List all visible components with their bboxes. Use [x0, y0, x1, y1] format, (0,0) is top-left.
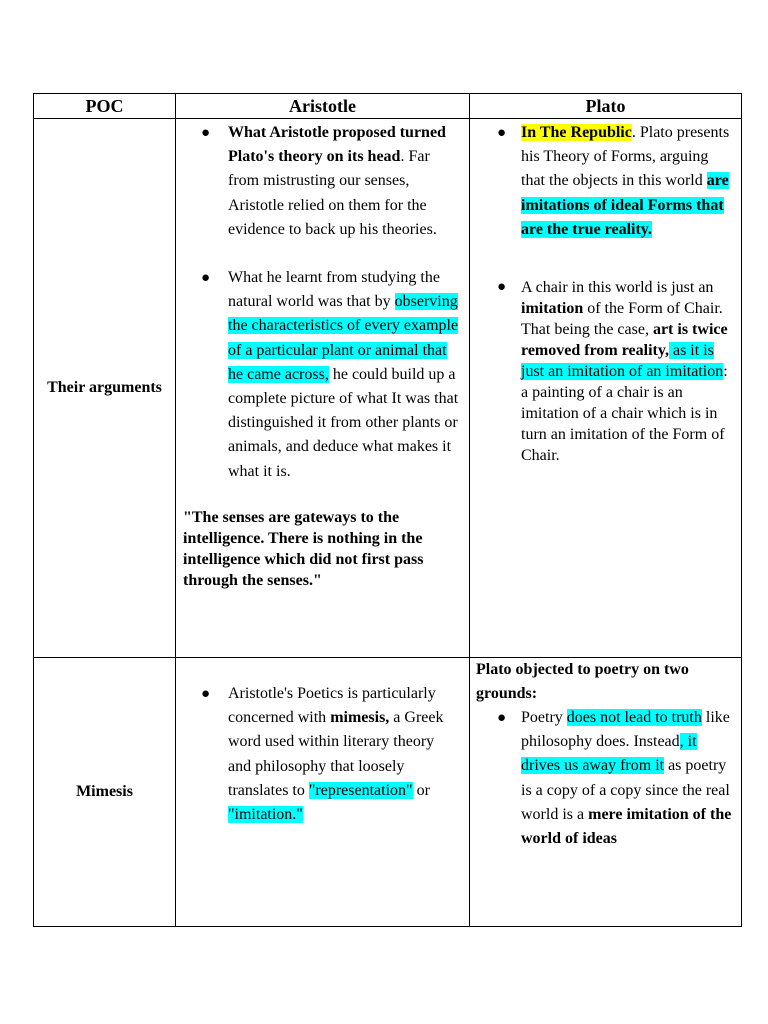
- bullet-icon: ●: [497, 279, 507, 296]
- list-item: [201, 682, 461, 827]
- header-plato: Plato: [470, 94, 742, 119]
- bullet-icon: ●: [201, 125, 211, 141]
- aristotle-poetics-text: Aristotle's Poetics is particularly concerned with: [228, 685, 436, 727]
- plato-poetry-text: Poetry: [521, 709, 567, 726]
- aristotle-claim-text: . Far from mistrusting our senses, Aristotle relied on them for the evidence to back up his theories.: [228, 148, 437, 238]
- bullet-icon: ●: [201, 686, 211, 702]
- aristotle-claim-bold: What Aristotle proposed turned Plato's theory on its head: [228, 124, 446, 166]
- row-label-mimesis: Mimesis: [34, 658, 176, 927]
- aristotle-method-highlight: observing the characteristics of every example of a particular plant or animal that he came across,: [228, 293, 459, 383]
- plato-chair-text: A chair in this world is just an: [521, 279, 714, 297]
- plato-objection-intro: Plato objected to poetry on two grounds:: [476, 661, 689, 702]
- aristotle-mimesis-cell: [176, 658, 470, 927]
- header-poc: POC: [34, 94, 176, 119]
- aristotle-mimesis-bold: mimesis,: [330, 709, 390, 727]
- aristotle-arguments-cell: [176, 119, 470, 658]
- list-item: [497, 121, 733, 242]
- row-label-arguments: Their arguments: [34, 119, 176, 658]
- table-row-arguments: [34, 119, 742, 658]
- plato-mimesis-cell: [470, 658, 742, 927]
- aristotle-quote: "The senses are gateways to the intelligence. There is nothing in the intelligence which did not first pass through the senses.": [183, 508, 424, 589]
- plato-imitation-highlight: as it is just an imitation of an imitation: [521, 342, 724, 381]
- bullet-icon: ●: [497, 125, 507, 141]
- bullet-icon: ●: [201, 270, 211, 287]
- table-row-mimesis: [34, 658, 742, 927]
- aristotle-or-text: or: [412, 781, 430, 799]
- list-item: [497, 706, 733, 851]
- plato-imitation-bold: imitation: [521, 300, 584, 318]
- plato-chair-text-mid: of the Form of Chair. That being the case,: [521, 300, 723, 339]
- plato-copy-text: as poetry is a copy of a copy since the real world is a: [521, 757, 730, 823]
- plato-forms-text: . Plato presents his Theory of Forms, arguing that the objects in this world: [521, 124, 730, 190]
- aristotle-method-text: What he learnt from studying the natural world was that by: [228, 269, 440, 311]
- plato-mere-imitation-bold: mere imitation of the world of ideas: [521, 805, 732, 848]
- bullet-icon: ●: [497, 710, 507, 726]
- plato-poetry-text-mid: like philosophy does. Instead: [521, 709, 730, 751]
- plato-arguments-cell: [470, 119, 742, 658]
- plato-forms-highlight: are imitations of ideal Forms that are the true reality.: [521, 172, 729, 238]
- aristotle-imitation-highlight: "imitation.": [228, 806, 303, 824]
- list-item: [201, 121, 461, 242]
- list-item: [201, 266, 461, 484]
- header-aristotle: Aristotle: [176, 94, 470, 119]
- comparison-table: [33, 93, 742, 927]
- aristotle-representation-highlight: "representation": [308, 781, 413, 799]
- aristotle-poetics-text-mid: a Greek word used within literary theory and philosophy that loosely translates to: [228, 709, 444, 799]
- plato-truth-highlight: does not lead to truth: [566, 709, 702, 726]
- plato-republic-highlight: In The Republic: [521, 124, 632, 141]
- list-item: [497, 277, 733, 466]
- aristotle-method-text-end: he could build up a complete picture of what It was that distinguished it from other plants or animals, and deduce what makes it what it is.: [228, 365, 459, 480]
- header-row: [34, 94, 742, 119]
- plato-art-bold: art is twice removed from reality,: [521, 321, 728, 360]
- plato-chair-text-end: : a painting of a chair is an imitation of a chair which is in turn an imitation of the Form of Chair.: [521, 363, 728, 465]
- plato-away-highlight: , it drives us away from it: [521, 733, 697, 775]
